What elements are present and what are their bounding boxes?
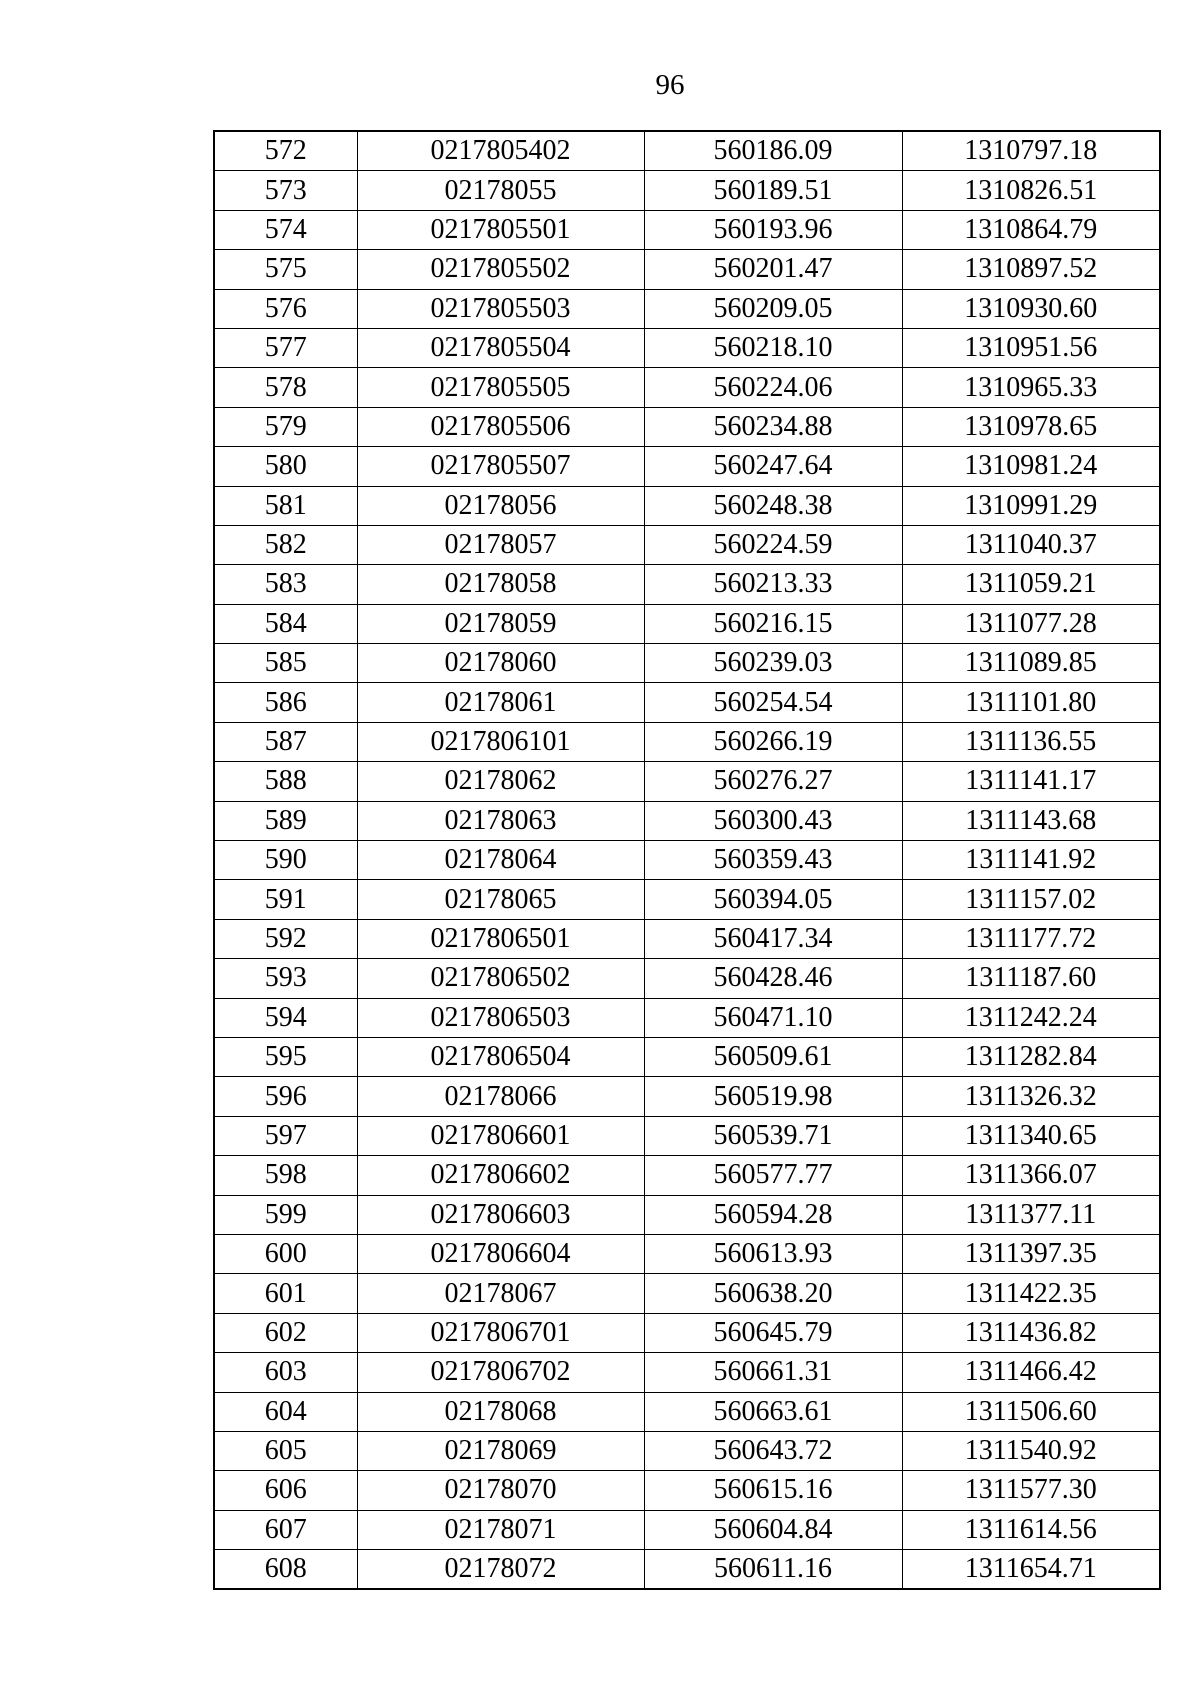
x-coordinate-cell: 560613.93 [644,1234,902,1273]
row-number-cell: 581 [214,486,357,525]
table-row [214,1037,1160,1076]
point-id-cell: 02178067 [357,1274,644,1313]
y-coordinate-cell: 1311654.71 [902,1550,1160,1590]
point-id-cell: 0217806601 [357,1116,644,1155]
x-coordinate-cell: 560645.79 [644,1313,902,1352]
row-number-cell: 578 [214,368,357,407]
point-id-cell: 02178064 [357,841,644,880]
x-coordinate-cell: 560577.77 [644,1156,902,1195]
row-number-cell: 591 [214,880,357,919]
row-number-cell: 585 [214,644,357,683]
point-id-cell: 02178055 [357,171,644,210]
point-id-cell: 02178056 [357,486,644,525]
y-coordinate-cell: 1311141.92 [902,841,1160,880]
point-id-cell: 0217806604 [357,1234,644,1273]
x-coordinate-cell: 560266.19 [644,722,902,761]
point-id-cell: 0217806504 [357,1037,644,1076]
row-number-cell: 599 [214,1195,357,1234]
point-id-cell: 0217805505 [357,368,644,407]
point-id-cell: 02178061 [357,683,644,722]
table-row [214,1392,1160,1431]
row-number-cell: 573 [214,171,357,210]
row-number-cell: 587 [214,722,357,761]
x-coordinate-cell: 560615.16 [644,1471,902,1510]
y-coordinate-cell: 1311326.32 [902,1077,1160,1116]
x-coordinate-cell: 560239.03 [644,644,902,683]
table-row [214,1313,1160,1352]
point-id-cell: 0217805402 [357,131,644,171]
x-coordinate-cell: 560234.88 [644,407,902,446]
row-number-cell: 576 [214,289,357,328]
row-number-cell: 579 [214,407,357,446]
row-number-cell: 601 [214,1274,357,1313]
x-coordinate-cell: 560248.38 [644,486,902,525]
row-number-cell: 583 [214,565,357,604]
y-coordinate-cell: 1311101.80 [902,683,1160,722]
row-number-cell: 590 [214,841,357,880]
row-number-cell: 596 [214,1077,357,1116]
row-number-cell: 593 [214,959,357,998]
x-coordinate-cell: 560604.84 [644,1510,902,1549]
table-row [214,1274,1160,1313]
table-row [214,722,1160,761]
y-coordinate-cell: 1311366.07 [902,1156,1160,1195]
y-coordinate-cell: 1311242.24 [902,998,1160,1037]
table-row [214,1156,1160,1195]
row-number-cell: 582 [214,525,357,564]
table-row [214,841,1160,880]
table-row [214,959,1160,998]
point-id-cell: 0217806602 [357,1156,644,1195]
point-id-cell: 02178065 [357,880,644,919]
y-coordinate-cell: 1311422.35 [902,1274,1160,1313]
table-row [214,407,1160,446]
table-row [214,880,1160,919]
y-coordinate-cell: 1311340.65 [902,1116,1160,1155]
x-coordinate-cell: 560218.10 [644,328,902,367]
x-coordinate-cell: 560186.09 [644,131,902,171]
y-coordinate-cell: 1311141.17 [902,762,1160,801]
point-id-cell: 02178068 [357,1392,644,1431]
x-coordinate-cell: 560471.10 [644,998,902,1037]
x-coordinate-cell: 560594.28 [644,1195,902,1234]
point-id-cell: 0217806503 [357,998,644,1037]
row-number-cell: 584 [214,604,357,643]
x-coordinate-cell: 560213.33 [644,565,902,604]
y-coordinate-cell: 1310930.60 [902,289,1160,328]
y-coordinate-cell: 1311143.68 [902,801,1160,840]
x-coordinate-cell: 560300.43 [644,801,902,840]
row-number-cell: 592 [214,919,357,958]
x-coordinate-cell: 560417.34 [644,919,902,958]
coordinates-table [213,130,1161,1590]
y-coordinate-cell: 1310981.24 [902,447,1160,486]
point-id-cell: 0217805501 [357,210,644,249]
x-coordinate-cell: 560638.20 [644,1274,902,1313]
table-row [214,604,1160,643]
x-coordinate-cell: 560643.72 [644,1431,902,1470]
y-coordinate-cell: 1311136.55 [902,722,1160,761]
point-id-cell: 0217805503 [357,289,644,328]
table-row [214,1431,1160,1470]
table-row [214,1550,1160,1590]
x-coordinate-cell: 560509.61 [644,1037,902,1076]
x-coordinate-cell: 560224.06 [644,368,902,407]
row-number-cell: 572 [214,131,357,171]
table-row [214,1234,1160,1273]
point-id-cell: 0217805507 [357,447,644,486]
x-coordinate-cell: 560209.05 [644,289,902,328]
table-row [214,171,1160,210]
table-body [214,131,1160,1589]
point-id-cell: 02178072 [357,1550,644,1590]
point-id-cell: 02178059 [357,604,644,643]
x-coordinate-cell: 560254.54 [644,683,902,722]
table-row [214,565,1160,604]
x-coordinate-cell: 560359.43 [644,841,902,880]
table-row [214,1195,1160,1234]
row-number-cell: 600 [214,1234,357,1273]
row-number-cell: 598 [214,1156,357,1195]
y-coordinate-cell: 1311614.56 [902,1510,1160,1549]
table-row [214,801,1160,840]
row-number-cell: 604 [214,1392,357,1431]
x-coordinate-cell: 560539.71 [644,1116,902,1155]
point-id-cell: 0217806502 [357,959,644,998]
y-coordinate-cell: 1311089.85 [902,644,1160,683]
x-coordinate-cell: 560661.31 [644,1353,902,1392]
x-coordinate-cell: 560193.96 [644,210,902,249]
x-coordinate-cell: 560519.98 [644,1077,902,1116]
point-id-cell: 0217806701 [357,1313,644,1352]
point-id-cell: 02178062 [357,762,644,801]
y-coordinate-cell: 1311157.02 [902,880,1160,919]
point-id-cell: 02178057 [357,525,644,564]
table-row [214,486,1160,525]
y-coordinate-cell: 1310826.51 [902,171,1160,210]
point-id-cell: 02178066 [357,1077,644,1116]
x-coordinate-cell: 560428.46 [644,959,902,998]
point-id-cell: 02178071 [357,1510,644,1549]
table-row [214,1471,1160,1510]
row-number-cell: 577 [214,328,357,367]
table-row [214,998,1160,1037]
y-coordinate-cell: 1311077.28 [902,604,1160,643]
y-coordinate-cell: 1311540.92 [902,1431,1160,1470]
row-number-cell: 608 [214,1550,357,1590]
point-id-cell: 02178070 [357,1471,644,1510]
table-row [214,644,1160,683]
row-number-cell: 607 [214,1510,357,1549]
y-coordinate-cell: 1310965.33 [902,368,1160,407]
y-coordinate-cell: 1311187.60 [902,959,1160,998]
x-coordinate-cell: 560216.15 [644,604,902,643]
table-row [214,1077,1160,1116]
row-number-cell: 603 [214,1353,357,1392]
point-id-cell: 0217806101 [357,722,644,761]
table-row [214,1116,1160,1155]
y-coordinate-cell: 1311282.84 [902,1037,1160,1076]
y-coordinate-cell: 1311040.37 [902,525,1160,564]
row-number-cell: 574 [214,210,357,249]
table-row [214,447,1160,486]
y-coordinate-cell: 1310978.65 [902,407,1160,446]
table-row [214,328,1160,367]
x-coordinate-cell: 560663.61 [644,1392,902,1431]
table-row [214,289,1160,328]
row-number-cell: 588 [214,762,357,801]
point-id-cell: 02178069 [357,1431,644,1470]
point-id-cell: 0217806702 [357,1353,644,1392]
table-row [214,368,1160,407]
point-id-cell: 0217805506 [357,407,644,446]
x-coordinate-cell: 560201.47 [644,250,902,289]
y-coordinate-cell: 1311059.21 [902,565,1160,604]
point-id-cell: 0217805504 [357,328,644,367]
y-coordinate-cell: 1311506.60 [902,1392,1160,1431]
point-id-cell: 02178058 [357,565,644,604]
table-row [214,762,1160,801]
row-number-cell: 594 [214,998,357,1037]
row-number-cell: 605 [214,1431,357,1470]
x-coordinate-cell: 560276.27 [644,762,902,801]
row-number-cell: 580 [214,447,357,486]
table-row [214,683,1160,722]
x-coordinate-cell: 560189.51 [644,171,902,210]
row-number-cell: 595 [214,1037,357,1076]
table-row [214,1353,1160,1392]
point-id-cell: 02178060 [357,644,644,683]
x-coordinate-cell: 560224.59 [644,525,902,564]
row-number-cell: 597 [214,1116,357,1155]
y-coordinate-cell: 1311436.82 [902,1313,1160,1352]
point-id-cell: 02178063 [357,801,644,840]
table-row [214,250,1160,289]
table-row [214,131,1160,171]
y-coordinate-cell: 1310991.29 [902,486,1160,525]
row-number-cell: 602 [214,1313,357,1352]
x-coordinate-cell: 560394.05 [644,880,902,919]
row-number-cell: 575 [214,250,357,289]
table-row [214,1510,1160,1549]
y-coordinate-cell: 1311377.11 [902,1195,1160,1234]
y-coordinate-cell: 1310897.52 [902,250,1160,289]
point-id-cell: 0217806501 [357,919,644,958]
table-row [214,919,1160,958]
y-coordinate-cell: 1311577.30 [902,1471,1160,1510]
y-coordinate-cell: 1311466.42 [902,1353,1160,1392]
point-id-cell: 0217805502 [357,250,644,289]
point-id-cell: 0217806603 [357,1195,644,1234]
table-row [214,210,1160,249]
y-coordinate-cell: 1311397.35 [902,1234,1160,1273]
y-coordinate-cell: 1311177.72 [902,919,1160,958]
x-coordinate-cell: 560247.64 [644,447,902,486]
y-coordinate-cell: 1310797.18 [902,131,1160,171]
y-coordinate-cell: 1310951.56 [902,328,1160,367]
page-number: 96 [655,69,685,101]
row-number-cell: 589 [214,801,357,840]
table-row [214,525,1160,564]
row-number-cell: 606 [214,1471,357,1510]
x-coordinate-cell: 560611.16 [644,1550,902,1590]
y-coordinate-cell: 1310864.79 [902,210,1160,249]
row-number-cell: 586 [214,683,357,722]
